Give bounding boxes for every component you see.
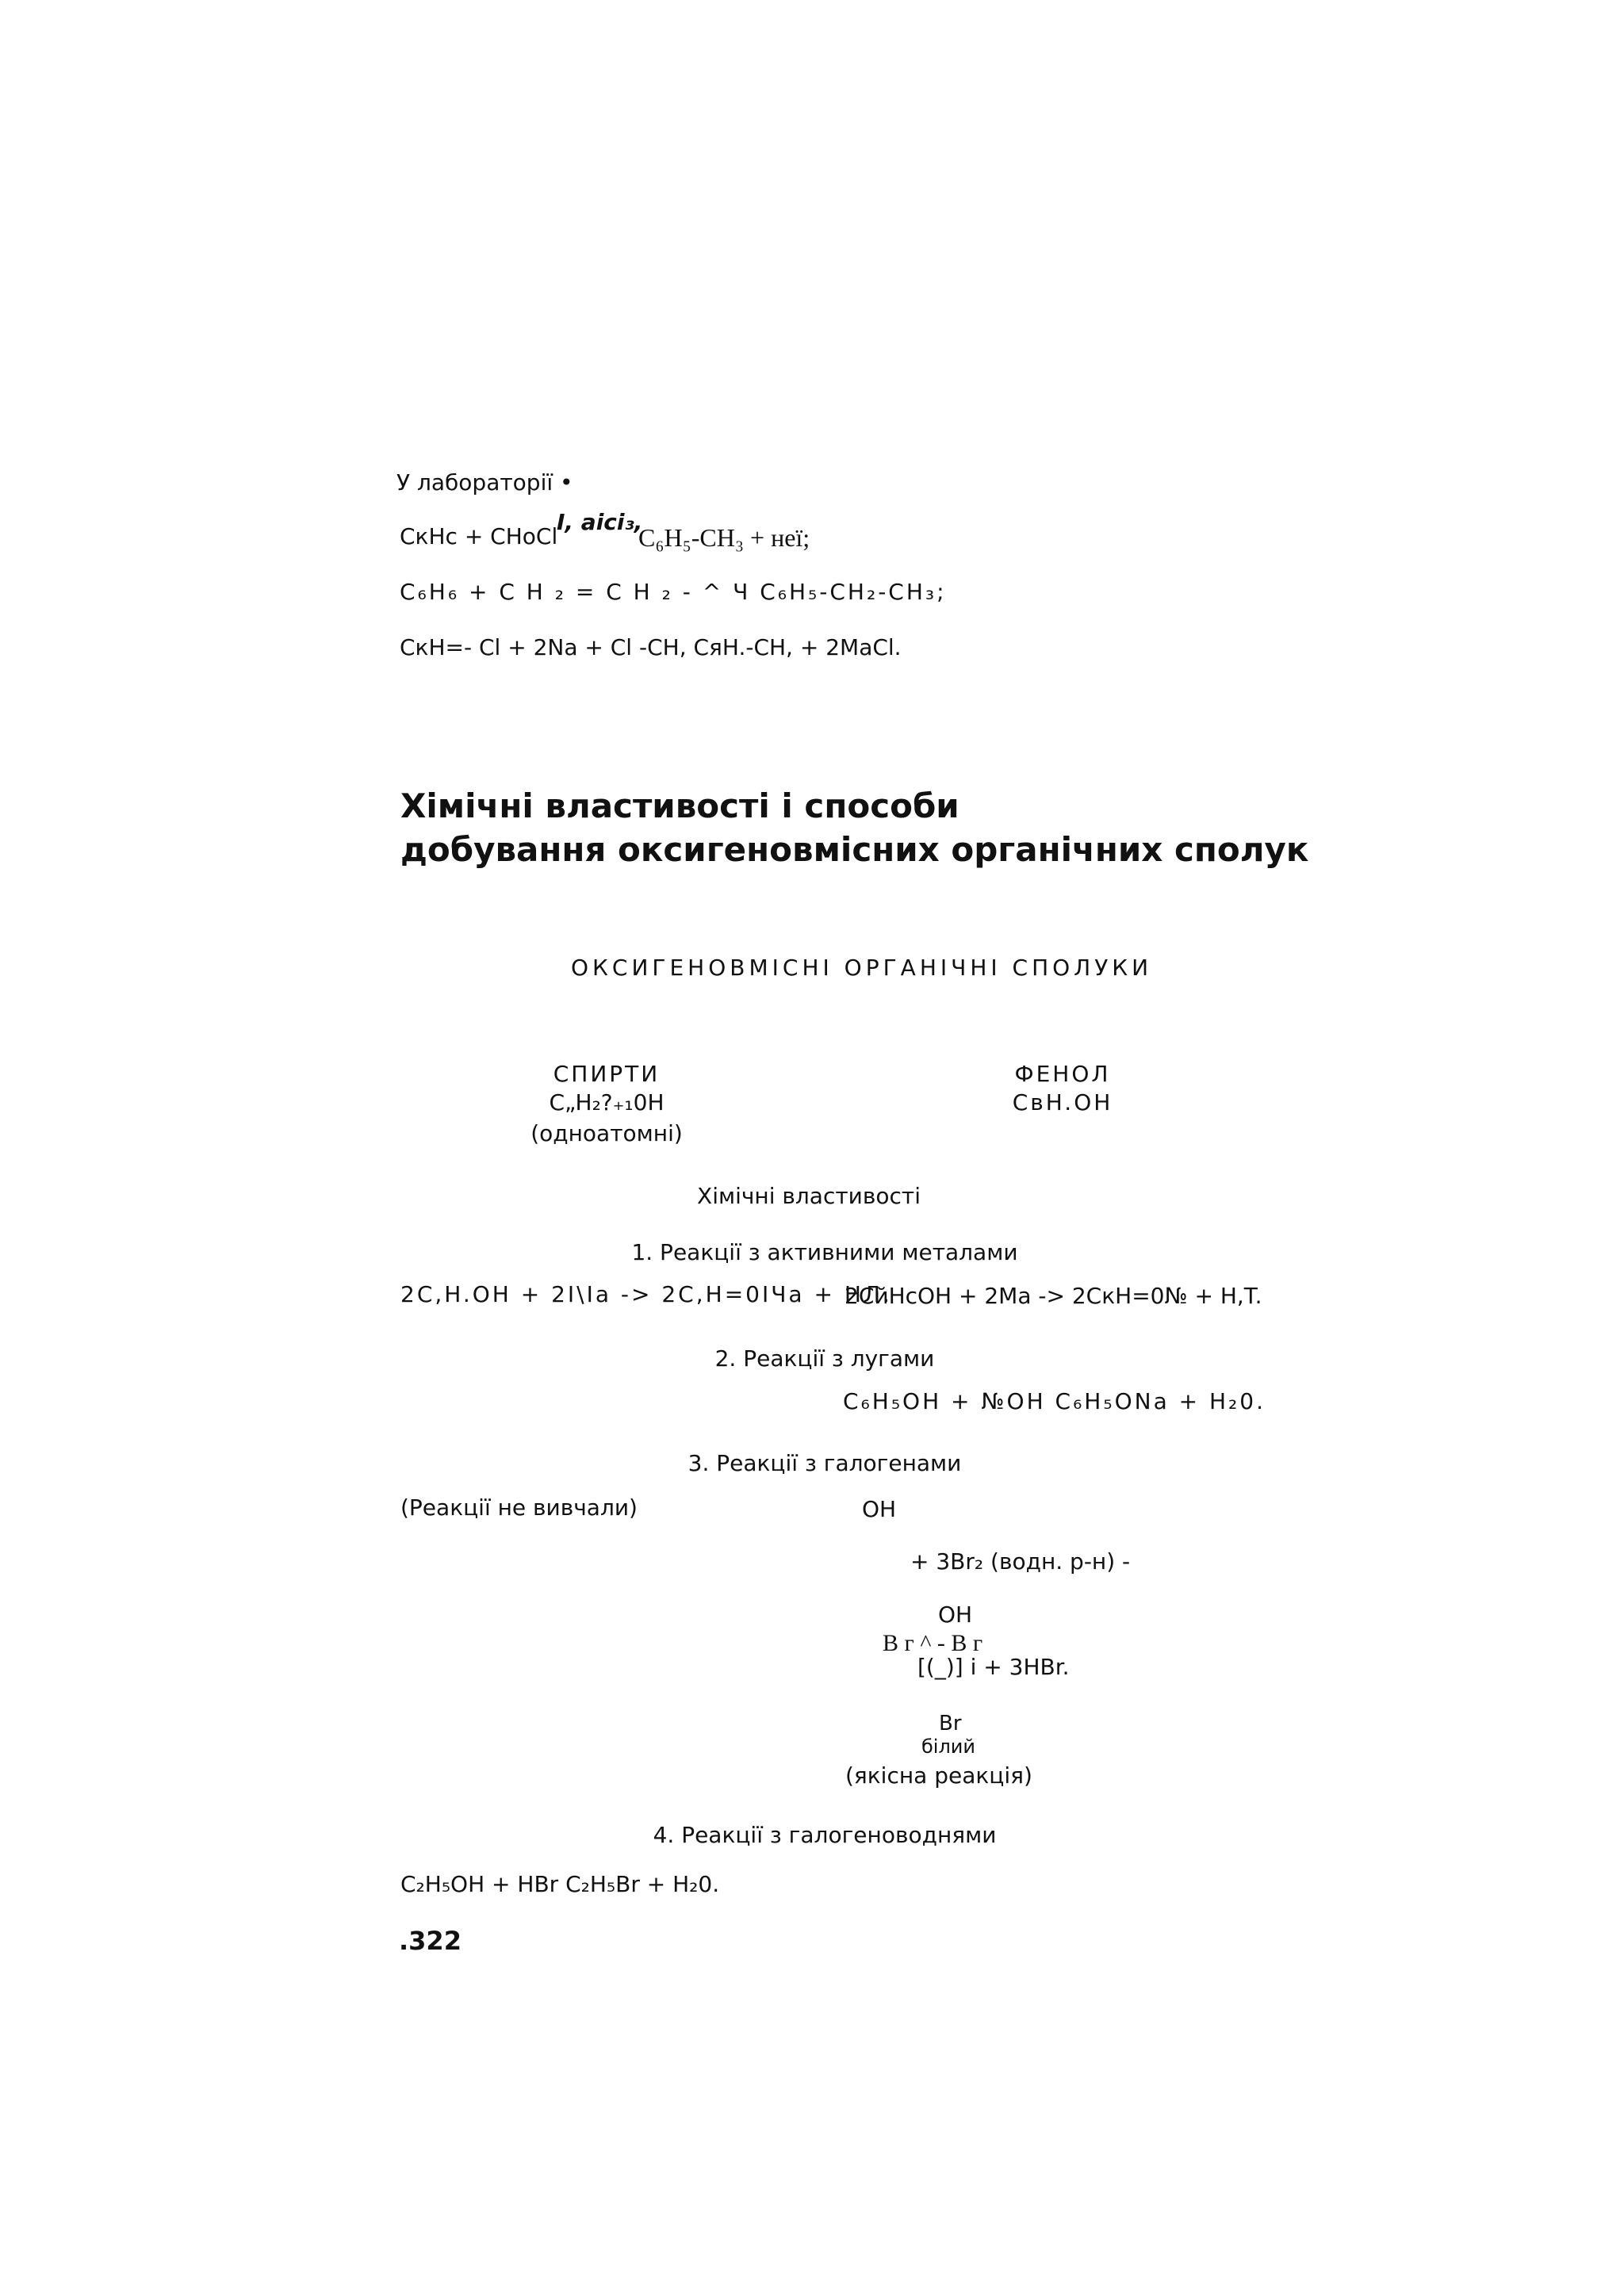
properties-title: Хімічні властивості [697,1183,921,1209]
reaction-3-white-label: білий [921,1735,976,1758]
reaction-3-bromine-bottom: Br [939,1712,962,1735]
intro-equation-3: CкH=- Cl + 2Na + Cl -CH, CяH.-CH, + 2MaCl. [400,634,902,660]
reaction-3-alcohol-note: (Реакції не вивчали) [400,1494,638,1521]
reaction-1-phenol-equation: 2CйHcOH + 2Ma -> 2CкH=0№ + H,T. [845,1283,1262,1309]
section-heading-line-2: добування оксигеновмісних органічних сполук [400,830,1309,869]
reaction-1-title: 1. Реакції з активними металами [631,1239,1018,1265]
page-number: .322 [399,1926,462,1956]
reaction-3-phenol-oh: OH [862,1496,897,1522]
reaction-3-product-oh: OH [938,1601,973,1628]
reaction-4-alcohol-equation: C₂H₅OH + HBr C₂H₅Br + H₂0. [400,1871,720,1897]
intro-equation-1-right: C₆H₅-CH₃ + неї; [638,523,810,552]
reaction-3-reagent: + 3Br₂ (водн. р-н) - [910,1548,1131,1575]
phenol-title: ФЕНОЛ [1014,1061,1111,1087]
reaction-2-title: 2. Реакції з лугами [714,1345,935,1372]
reaction-2-phenol-equation: C₆H₅OH + №OH C₆H₅ONa + H₂0. [843,1388,1266,1414]
alcohols-formula: C„H₂?₊₁0H [549,1089,665,1115]
reaction-3-bromine-line: B г ^ - B г [883,1630,983,1656]
reaction-3-title: 3. Реакції з галогенами [688,1450,962,1476]
section-heading-line-1: Хімічні властивості і способи [400,786,959,825]
intro-label: У лабораторії • [396,469,573,496]
reaction-1-alcohol-equation: 2C,H.OH + 2I\Ia -> 2C,H=0IЧa + НЛ. [400,1281,892,1307]
alcohols-title: СПИРТИ [553,1061,661,1087]
intro-equation-1-left: CкHc + CHoCl [400,523,558,549]
intro-equation-2: C₆H₆ + C H ₂ = C H ₂ - ^ Ч C₆H₅-CH₂-CH₃; [400,579,947,605]
phenol-formula: CвH.OH [1012,1089,1113,1115]
reaction-4-title: 4. Реакції з галогеноводнями [653,1822,997,1848]
intro-equation-1-condition: I, aici₃, [557,509,643,535]
compounds-title: ОКСИГЕНОВМІСНІ ОРГАНІЧНІ СПОЛУКИ [571,955,1153,981]
reaction-3-qualitative-label: (якісна реакція) [845,1762,1032,1789]
alcohols-note: (одноатомні) [530,1120,683,1146]
reaction-3-ring-line: [(_)] i + 3HBr. [917,1654,1070,1680]
